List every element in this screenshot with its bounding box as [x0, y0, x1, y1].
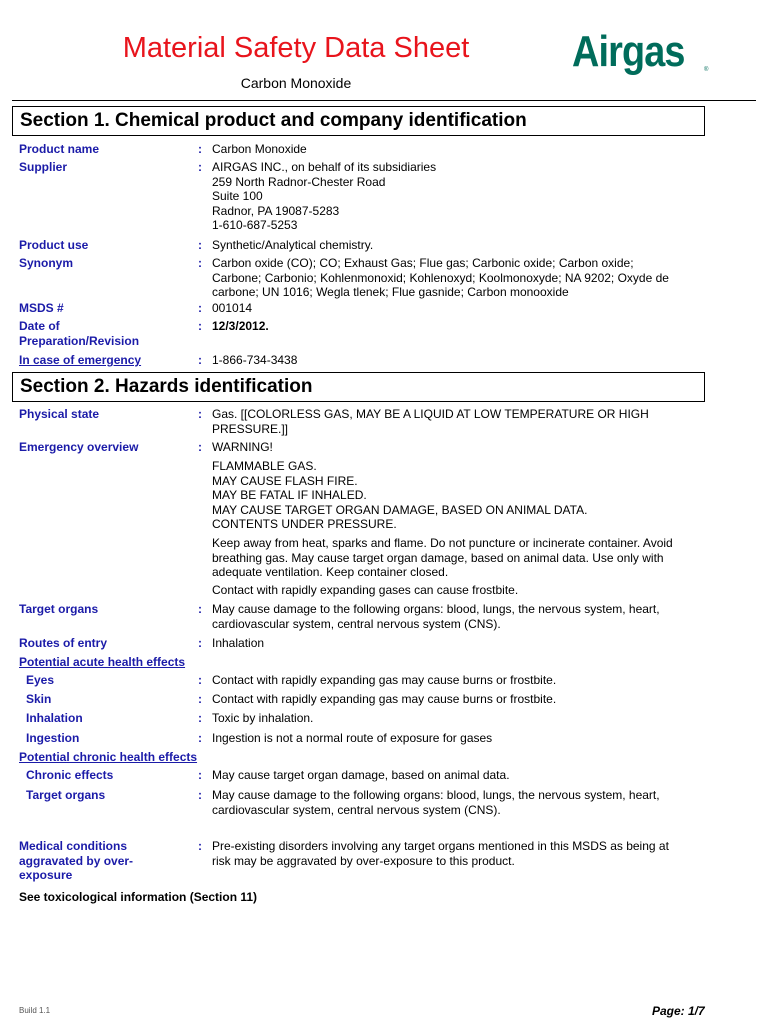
field-value: 001014 — [212, 301, 253, 315]
field-label: Inhalation — [26, 711, 83, 725]
separator: : — [198, 636, 202, 650]
hazard-statements: FLAMMABLE GAS. MAY CAUSE FLASH FIRE. MAY BE FATAL IF INHALED. MAY CAUSE TARGET ORGAN DAMAGE, BASED ON ANIMAL DATA. CONTENTS UNDER PRESSURE. — [212, 459, 588, 531]
header-divider — [12, 100, 756, 101]
field-label: Synonym — [19, 256, 74, 270]
field-value: Inhalation — [212, 636, 265, 650]
field-label: Product use — [19, 238, 89, 252]
emergency-link[interactable]: In case of emergency — [19, 353, 142, 367]
separator: : — [198, 142, 202, 156]
document-title: Material Safety Data Sheet — [122, 32, 470, 64]
field-label: Emergency overview — [19, 440, 139, 454]
page-number: Page: 1/7 — [652, 1004, 705, 1018]
separator: : — [198, 711, 202, 725]
field-value: May cause target organ damage, based on animal data. — [212, 768, 510, 782]
document-subtitle: Carbon Monoxide — [240, 75, 352, 91]
field-value: May cause damage to the following organs: blood, lungs, the nervous system, heart, cardiovascular system, central nervous system (CNS). — [212, 788, 660, 817]
chronic-effects-heading[interactable]: Potential chronic health effects — [19, 750, 198, 764]
field-label: Physical state — [19, 407, 100, 421]
field-value: AIRGAS INC., on behalf of its subsidiaries 259 North Radnor-Chester Road Suite 100 Radnor, PA 19087-5283 1-610-687-5253 — [212, 160, 437, 232]
field-label: Chronic effects — [26, 768, 114, 782]
field-value: Synthetic/Analytical chemistry. — [212, 238, 374, 252]
toxicological-reference: See toxicological information (Section 11) — [19, 890, 258, 904]
separator: : — [198, 440, 202, 454]
field-value: Carbon Monoxide — [212, 142, 307, 156]
separator: : — [198, 319, 202, 333]
field-value: Ingestion is not a normal route of exposure for gases — [212, 731, 493, 745]
field-label: Ingestion — [26, 731, 80, 745]
field-value: Toxic by inhalation. — [212, 711, 314, 725]
separator: : — [198, 301, 202, 315]
field-label: Target organs — [26, 788, 106, 802]
field-value: Contact with rapidly expanding gas may cause burns or frostbite. — [212, 673, 557, 687]
separator: : — [198, 238, 202, 252]
separator: : — [198, 160, 202, 174]
frostbite-statement: Contact with rapidly expanding gases can cause frostbite. — [212, 583, 519, 597]
separator: : — [198, 256, 202, 270]
field-value: Contact with rapidly expanding gas may cause burns or frostbite. — [212, 692, 557, 706]
field-label: MSDS # — [19, 301, 64, 315]
separator: : — [198, 768, 202, 782]
field-value: 12/3/2012. — [212, 319, 269, 333]
field-value: Pre-existing disorders involving any target organs mentioned in this MSDS as being at risk may be aggravated by over-exposure to this product. — [212, 839, 669, 868]
acute-effects-heading[interactable]: Potential acute health effects — [19, 655, 186, 669]
build-label: Build 1.1 — [19, 1006, 51, 1015]
separator: : — [198, 602, 202, 616]
separator: : — [198, 788, 202, 802]
field-value: Carbon oxide (CO); CO; Exhaust Gas; Flue gas; Carbonic oxide; Carbon oxide; Carbone; Carbonio; Kohlenmonoxid; Kohlenoxyd; Koolmonoxyde; NA 9202; Oxyde de carbone; UN 1016; Wegla tlenek; Flue gasnide; Carbon monooxide — [212, 256, 669, 299]
field-label: Eyes — [26, 673, 55, 687]
separator: : — [198, 692, 202, 706]
separator: : — [198, 731, 202, 745]
field-label: Target organs — [19, 602, 99, 616]
separator: : — [198, 839, 202, 853]
field-label: Supplier — [19, 160, 68, 174]
field-label: Routes of entry — [19, 636, 108, 650]
registered-mark: ® — [704, 67, 709, 73]
airgas-logo: Airgas — [572, 27, 685, 76]
section-2-header: Section 2. Hazards identification — [12, 372, 705, 402]
field-value: May cause damage to the following organs: blood, lungs, the nervous system, heart, cardiovascular system, central nervous system (CNS). — [212, 602, 660, 631]
section-1-header: Section 1. Chemical product and company identification — [12, 106, 705, 136]
field-value: 1-866-734-3438 — [212, 353, 298, 367]
separator: : — [198, 353, 202, 367]
separator: : — [198, 673, 202, 687]
field-label: Medical conditions aggravated by over- exposure — [19, 839, 134, 882]
field-value: Gas. [[COLORLESS GAS, MAY BE A LIQUID AT LOW TEMPERATURE OR HIGH PRESSURE.]] — [212, 407, 649, 436]
separator: : — [198, 407, 202, 421]
field-label: Skin — [26, 692, 52, 706]
precautionary-statements: Keep away from heat, sparks and flame. Do not puncture or incinerate container. Avoid breathing gas. May cause target organ damage, based on animal data. Use only with adequate ventilation. Keep container closed. — [212, 536, 673, 579]
signal-word: WARNING! — [212, 440, 273, 454]
field-label: Date of Preparation/Revision — [19, 319, 140, 348]
field-label: Product name — [19, 142, 100, 156]
